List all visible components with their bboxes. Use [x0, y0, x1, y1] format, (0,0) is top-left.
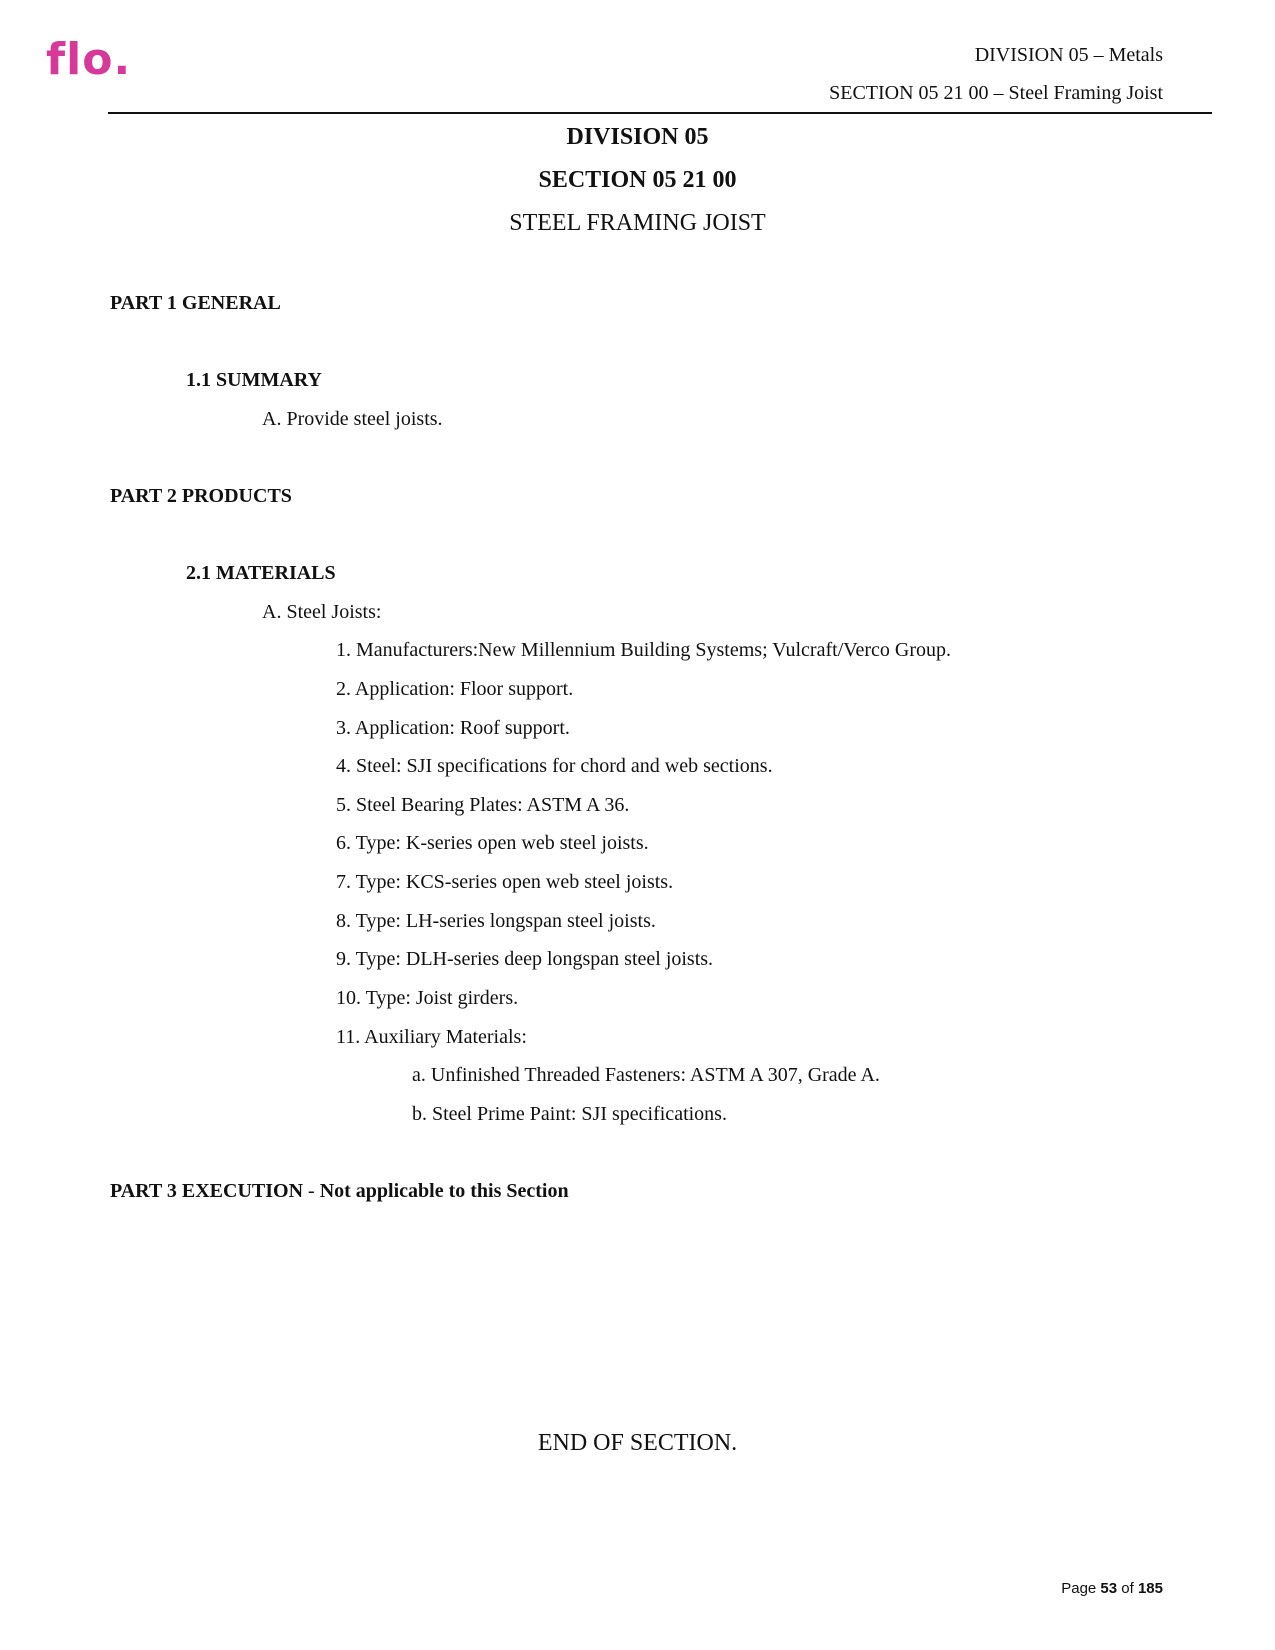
list-item: A. Provide steel joists.: [262, 408, 443, 430]
article-1-1-heading: 1.1 SUMMARY: [186, 369, 322, 391]
sub-list-item: a. Unfinished Threaded Fasteners: ASTM A 307, Grade A.: [412, 1064, 880, 1086]
list-item: 11. Auxiliary Materials:: [336, 1026, 527, 1048]
flo-logo: flo.: [46, 34, 132, 85]
list-item: 2. Application: Floor support.: [336, 678, 574, 700]
list-item: 8. Type: LH-series longspan steel joists.: [336, 910, 656, 932]
list-item: 7. Type: KCS-series open web steel joists.: [336, 871, 674, 893]
list-item: 10. Type: Joist girders.: [336, 987, 519, 1009]
end-of-section: END OF SECTION.: [537, 1430, 738, 1456]
part3-dash: -: [303, 1180, 320, 1202]
part3-heading: [110, 1180, 569, 1203]
part3-title: PART 3 EXECUTION: [110, 1180, 304, 1202]
page-prefix: Page: [1061, 1580, 1101, 1597]
division-title: DIVISION 05: [566, 124, 709, 150]
page-middle: of: [1117, 1580, 1138, 1597]
steel-joists-paragraph: A. Steel Joists:: [262, 601, 382, 623]
list-item: 1. Manufacturers:New Millennium Building Systems; Vulcraft/Verco Group.: [336, 639, 951, 661]
list-item: 6. Type: K-series open web steel joists.: [336, 832, 649, 854]
article-2-1-heading: 2.1 MATERIALS: [186, 562, 336, 584]
part3-note: Not applicable to this Section: [319, 1180, 569, 1202]
page-number: [1061, 1580, 1163, 1597]
section-title: SECTION 05 21 00: [538, 167, 737, 193]
list-item: 4. Steel: SJI specifications for chord and web sections.: [336, 755, 773, 777]
header-section: SECTION 05 21 00 – Steel Framing Joist: [829, 82, 1163, 104]
sub-list-item: b. Steel Prime Paint: SJI specifications.: [412, 1103, 727, 1125]
page-current: 53: [1100, 1580, 1118, 1597]
page-total: 185: [1137, 1580, 1163, 1597]
list-item: 9. Type: DLH-series deep longspan steel joists.: [336, 948, 714, 970]
part2-heading: PART 2 PRODUCTS: [110, 485, 292, 507]
list-item: 5. Steel Bearing Plates: ASTM A 36.: [336, 794, 630, 816]
part1-heading: PART 1 GENERAL: [110, 292, 281, 314]
header-division: DIVISION 05 – Metals: [974, 44, 1163, 66]
list-item: 3. Application: Roof support.: [336, 717, 570, 739]
header-divider: [108, 112, 1212, 114]
section-name: STEEL FRAMING JOIST: [509, 210, 766, 236]
